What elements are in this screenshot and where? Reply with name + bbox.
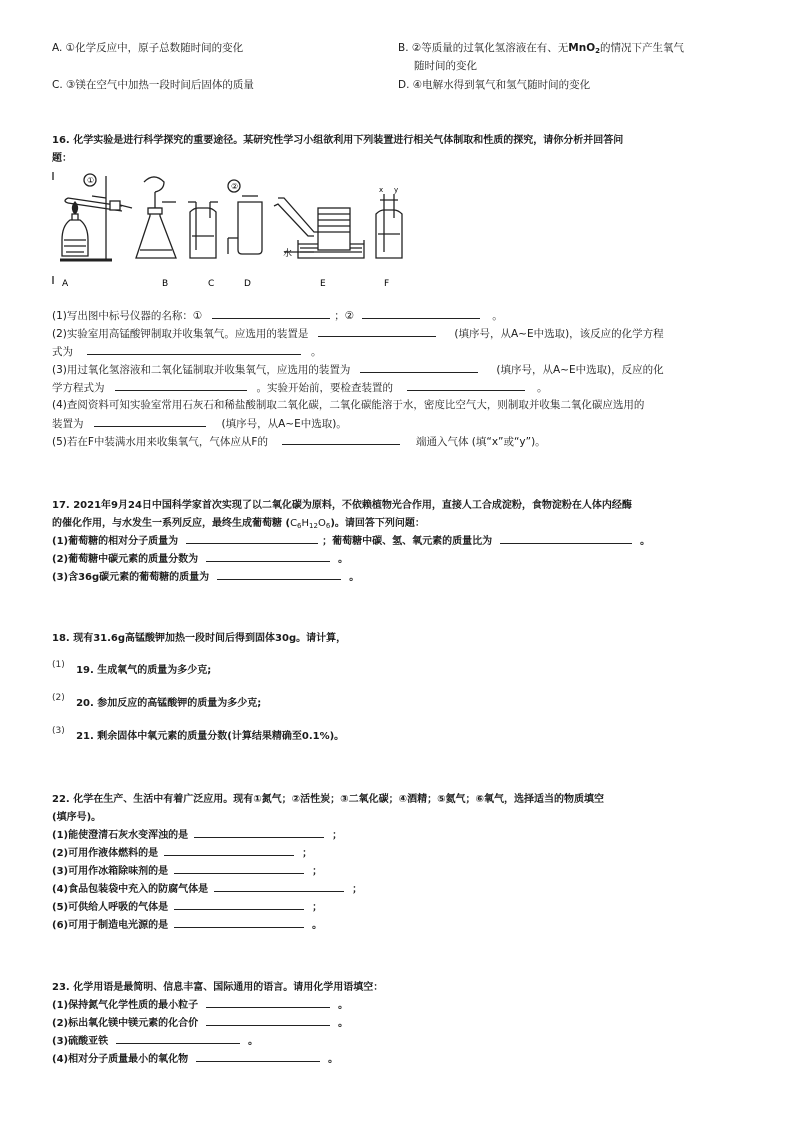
q22-part3-blank[interactable] — [174, 862, 304, 874]
option-a: A. ①化学反应中，原子总数随时间的变化 — [52, 42, 244, 54]
q23-part1 — [52, 996, 348, 1011]
q22-part5-text: (5)可供给人呼吸的气体是 — [52, 902, 169, 913]
y-label: y — [394, 186, 399, 194]
q17-part2-blank[interactable] — [206, 550, 330, 562]
q18-item-2-text: 20. 参加反应的高锰酸钾的质量为多少克; — [76, 698, 262, 709]
q18-item-3-mark: (3) — [52, 726, 65, 736]
q17-stem-tail: )。请回答下列问题： — [330, 518, 425, 529]
apparatus-figure — [52, 168, 422, 290]
q16-part1 — [52, 307, 503, 323]
q18-item-3 — [52, 721, 345, 742]
q16-part3-blank2[interactable] — [115, 379, 247, 391]
q16-part3-text4: 。实验开始前，要检查装置的 — [256, 382, 393, 394]
q23-part4-end: 。 — [328, 1054, 339, 1065]
option-c: C. ③镁在空气中加热一段时间后固体的质量 — [52, 79, 254, 91]
q16-part2-line2 — [52, 343, 322, 359]
q22-part5-end: ； — [312, 902, 323, 913]
figure-label-d: D — [244, 279, 251, 289]
q16-part4-blank[interactable] — [94, 415, 206, 427]
q16-part2-blank2[interactable] — [87, 343, 301, 355]
q22-part6-blank[interactable] — [174, 916, 304, 928]
q17-part3-text: (3)含36g碳元素的葡萄糖的质量为 — [52, 572, 210, 583]
q23-part2-blank[interactable] — [206, 1014, 330, 1026]
figure-label-e: E — [320, 279, 326, 289]
q17-part1 — [52, 532, 650, 547]
q18-item-1-mark: (1) — [52, 660, 65, 670]
q23-part1-blank[interactable] — [206, 996, 330, 1008]
water-label: 水 — [283, 249, 293, 259]
q18-item-3-text: 21. 剩余固体中氧元素的质量分数(计算结果精确至0.1%)。 — [76, 731, 345, 742]
q22-part6-text: (6)可用于制造电光源的是 — [52, 920, 169, 931]
q16-part5-text2: 端通入气体 (填“x”或“y”)。 — [415, 436, 546, 448]
q18-stem: 18. 现有31.6g高锰酸钾加热一段时间后得到固体30g。请计算， — [52, 633, 347, 644]
q16-part1-text: (1)写出图中标号仪器的名称：① — [52, 310, 203, 322]
q16-part4-text3: (填序号，从A~E中选取)。 — [221, 418, 347, 430]
q18-item-2-mark: (2) — [52, 693, 65, 703]
marker-1: ① — [87, 176, 95, 185]
q17-part2 — [52, 550, 348, 565]
q16-part4-line2 — [52, 415, 347, 431]
q23-part1-end: 。 — [338, 1000, 349, 1011]
q22-part2-text: (2)可用作液体燃料的是 — [52, 848, 159, 859]
option-b — [398, 40, 684, 55]
q16-part3-text: (3)用过氧化氢溶液和二氧化锰制取并收集氧气，应选用的装置为 — [52, 364, 351, 376]
q16-part3-blank3[interactable] — [407, 379, 525, 391]
q16-part1-blank1[interactable] — [212, 307, 330, 319]
q16-part2-text3: 式为 — [52, 346, 73, 358]
option-b-text: B. ②等质量的过氧化氢溶液在有、无 — [398, 42, 569, 54]
q22-part6-end: 。 — [312, 920, 323, 931]
q23-stem: 23. 化学用语是最简明、信息丰富、国际通用的语言。请用化学用语填空： — [52, 982, 384, 993]
q22-part3-end: ； — [312, 866, 323, 877]
q17-part3-end: 。 — [349, 572, 360, 583]
q22-part4-end: ； — [352, 884, 363, 895]
q16-part5-blank[interactable] — [282, 433, 400, 445]
marker-2: ② — [231, 182, 239, 191]
q22-part2-end: ； — [302, 848, 313, 859]
q16-part3-text3: 学方程式为 — [52, 382, 105, 394]
q23-part1-text: (1)保持氮气化学性质的最小粒子 — [52, 1000, 199, 1011]
q17-part1-blank2[interactable] — [500, 532, 632, 544]
figure-label-a: A — [62, 279, 69, 289]
q23-part4 — [52, 1050, 338, 1065]
q17-part3 — [52, 568, 359, 583]
q16-part2-end: 。 — [311, 346, 322, 358]
q16-stem-line2: 题： — [52, 153, 72, 164]
q22-part1 — [52, 826, 342, 841]
q16-stem-line1: 16. 化学实验是进行科学探究的重要途径。某研究性学习小组欲利用下列装置进行相关气体制取和性质的探究，请你分析并回答问 — [52, 135, 624, 146]
option-b-formula-sub: 2 — [595, 47, 601, 55]
q23-part3-text: (3)硫酸亚铁 — [52, 1036, 109, 1047]
q16-part5 — [52, 433, 546, 449]
q17-stem-line2 — [52, 514, 425, 530]
q23-part2-end: 。 — [338, 1018, 349, 1029]
q22-part2-blank[interactable] — [164, 844, 294, 856]
q18-item-2 — [52, 688, 262, 709]
q22-stem-line2: (填序号)。 — [52, 812, 102, 823]
q16-part2-text: (2)实验室用高锰酸钾制取并收集氧气。应选用的装置是 — [52, 328, 309, 340]
option-b-line2: 随时间的变化 — [414, 60, 477, 72]
figure-label-f: F — [384, 279, 390, 289]
q22-part4 — [52, 880, 362, 895]
q22-part6 — [52, 916, 322, 931]
q22-part4-blank[interactable] — [214, 880, 344, 892]
q23-part3 — [52, 1032, 258, 1047]
q23-part2-text: (2)标出氧化镁中镁元素的化合价 — [52, 1018, 199, 1029]
q16-part2-blank1[interactable] — [318, 325, 436, 337]
glucose-formula: $C_6H_{12}O_6$ — [290, 518, 331, 530]
option-b-tail: 的情况下产生氧气 — [600, 42, 685, 54]
q22-part2 — [52, 844, 312, 859]
q22-stem-line1: 22. 化学在生产、生活中有着广泛应用。现有①氮气；②活性炭；③二氧化碳；④酒精；⑤氦气；⑥氧气，选择适当的物质填空 — [52, 794, 604, 805]
q17-part1-end: 。 — [640, 536, 651, 547]
q22-part4-text: (4)食品包装袋中充入的防腐气体是 — [52, 884, 209, 895]
q16-part4: (4)查阅资料可知实验室常用石灰石和稀盐酸制取二氧化碳，二氧化碳能溶于水，密度比空气大，则制取并收集二氧化碳应选用的 — [52, 399, 645, 411]
q17-stem-text: 的催化作用，与水发生一系列反应，最终生成葡萄糖 ( — [52, 518, 291, 529]
q22-part1-text: (1)能使澄清石灰水变浑浊的是 — [52, 830, 189, 841]
q17-part1-blank1[interactable] — [186, 532, 318, 544]
q17-part3-blank[interactable] — [217, 568, 341, 580]
q22-part1-end: ； — [332, 830, 343, 841]
q22-part5-blank[interactable] — [174, 898, 304, 910]
figure-label-b: B — [162, 279, 169, 289]
q16-part1-end: 。 — [492, 310, 503, 322]
q17-part1-text: (1)葡萄糖的相对分子质量为 — [52, 536, 179, 547]
q22-part3-text: (3)可用作冰箱除味剂的是 — [52, 866, 169, 877]
option-d: D. ④电解水得到氧气和氢气随时间的变化 — [398, 79, 591, 91]
q16-part4-text2: 装置为 — [52, 418, 84, 430]
q16-part2-text2: (填序号，从A~E中选取)，该反应的化学方程 — [454, 328, 664, 340]
x-label: x — [379, 186, 384, 194]
q23-part4-blank[interactable] — [196, 1050, 320, 1062]
q23-part2 — [52, 1014, 348, 1029]
q17-part2-end: 。 — [338, 554, 349, 565]
q17-part2-text: (2)葡萄糖中碳元素的质量分数为 — [52, 554, 199, 565]
q16-part1-blank2[interactable] — [362, 307, 480, 319]
q17-stem-line1: 17. 2021年9月24日中国科学家首次实现了以二氧化碳为原料，不依赖植物光合作用，直接人工合成淀粉，食物淀粉在人体内经酶 — [52, 500, 632, 511]
q18-item-1-text: 19. 生成氧气的质量为多少克; — [76, 665, 212, 676]
q18-item-1 — [52, 655, 212, 676]
figure-label-c: C — [208, 279, 215, 289]
q23-part3-end: 。 — [248, 1036, 259, 1047]
q16-part5-text: (5)若在F中装满水用来收集氧气，气体应从F的 — [52, 436, 268, 448]
q17-part1-text2: ；葡萄糖中碳、氢、氧元素的质量比为 — [322, 536, 493, 547]
q22-part1-blank[interactable] — [194, 826, 324, 838]
q22-part3 — [52, 862, 322, 877]
q23-part4-text: (4)相对分子质量最小的氧化物 — [52, 1054, 189, 1065]
q16-part2 — [52, 325, 664, 341]
q16-part3-text2: (填序号，从A~E中选取)，反应的化 — [496, 364, 664, 376]
q16-part3-end: 。 — [537, 382, 548, 394]
q16-part1-text2: ；② — [334, 310, 355, 322]
q23-part3-blank[interactable] — [116, 1032, 240, 1044]
q16-part3-blank1[interactable] — [360, 361, 478, 373]
q16-part3 — [52, 361, 664, 377]
option-b-formula: MnO — [568, 42, 596, 54]
q16-part3-line2 — [52, 379, 548, 395]
q22-part5 — [52, 898, 322, 913]
